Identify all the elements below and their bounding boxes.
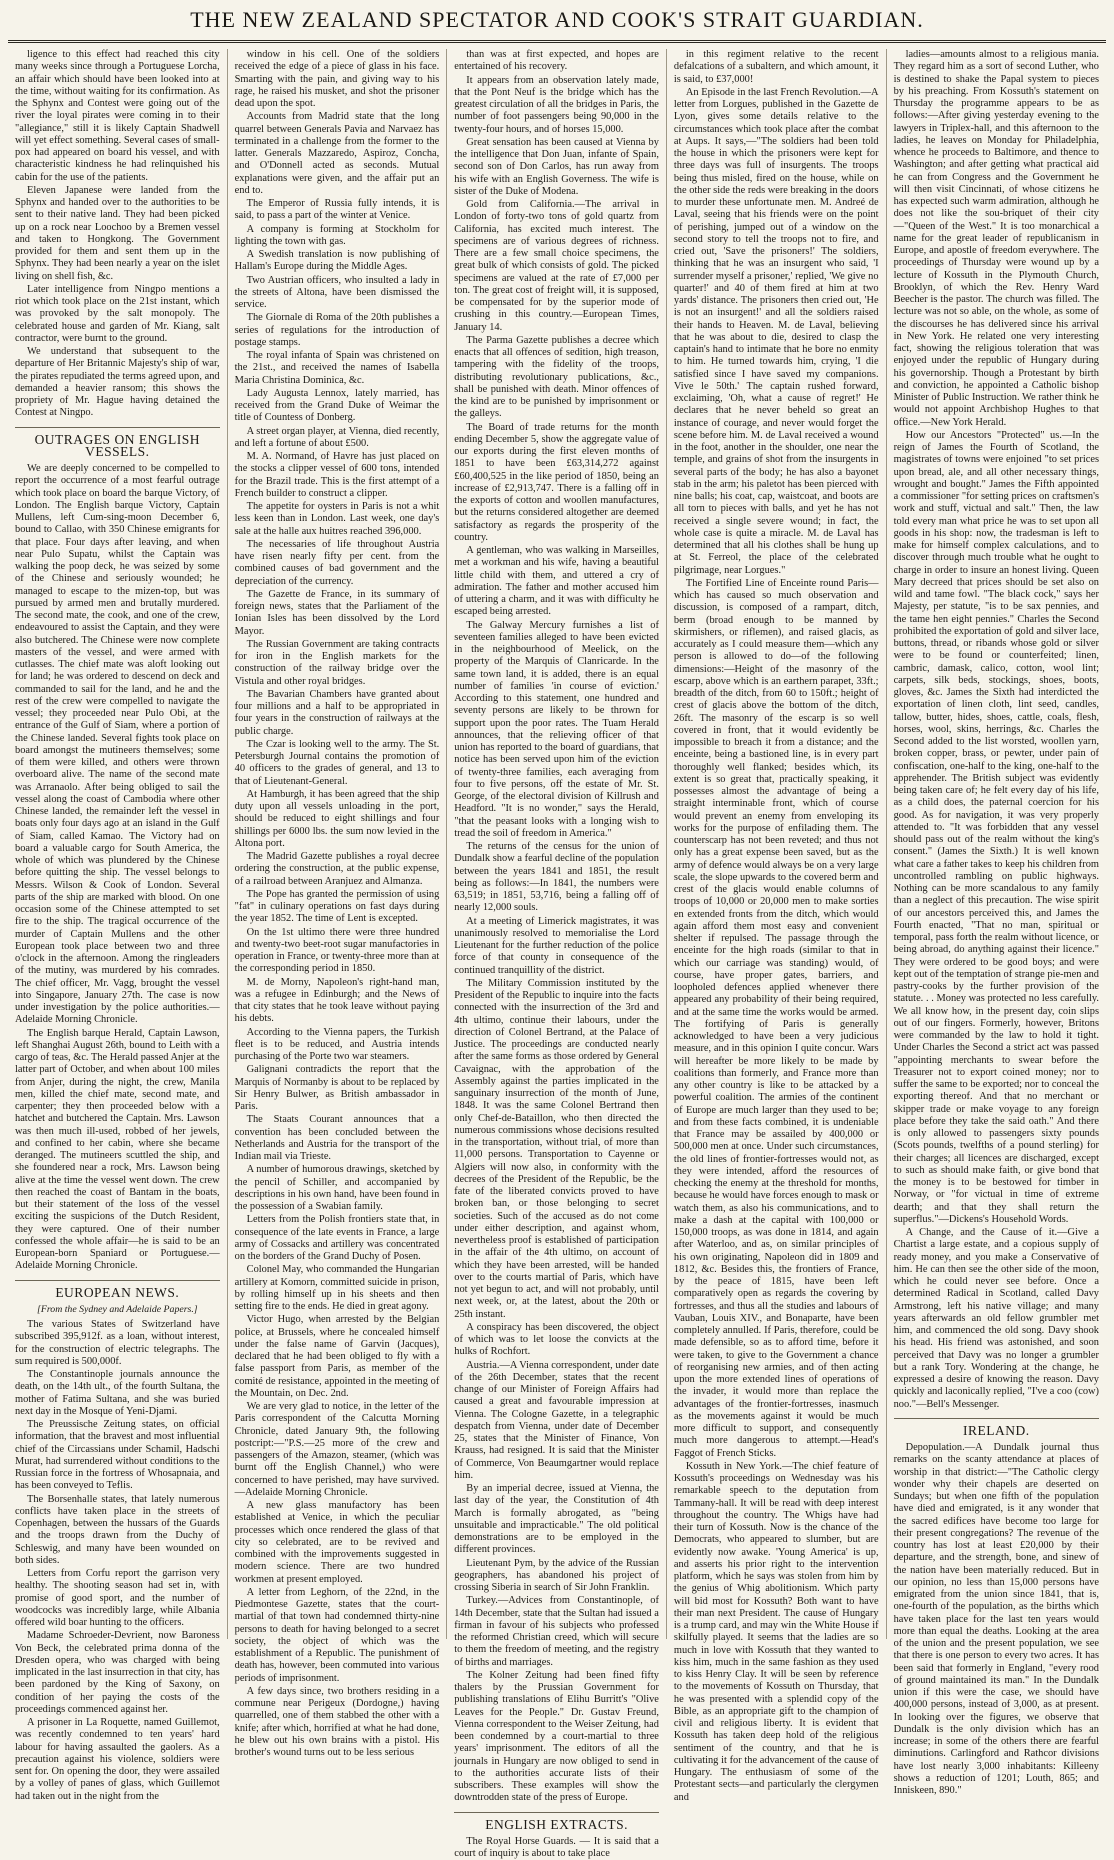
article-paragraph: A new glass manufactory has been established at Venice, in which the peculiar processes which once rendered the glass of that city so celebrated, are to be revived and combined with the improvements suggested in modern science. There are two hundred workmen at present employed. xyxy=(234,1500,440,1585)
article-paragraph: The royal infanta of Spain was christened on the 21st., and received the names of Isabella Maria Christina Dominica, &c. xyxy=(234,350,440,386)
article-paragraph: The Royal Horse Guards. — It is said that a court of inquiry is about to take place xyxy=(454,1835,659,1859)
article-paragraph: On the 1st ultimo there were three hundred and twenty-two beet-root sugar manufactories in operation in France, or twenty-three more than at the corresponding period in 1850. xyxy=(234,926,440,975)
article-paragraph: The English barque Herald, Captain Lawson, left Shanghai August 26th, bound to Leith with a cargo of teas, &c. The Herald passed Anjer at the latter part of October, and when about 100 miles from Anjer, during the night, the crew, Manila men, killed the chief mate, second mate, and carpenter; they then proceeded below with a hatchet and butchered the Captain. Mrs. Lawson was then much ill-used, robbed of her jewels, and confined to her cabin, where she became deranged. The mutineers scuttled the ship, and she foundered near a rock, Mrs. Lawson being alive at the time the vessel went down. The crew then reached the coast of Bantam in the boats, but their statement of the loss of the vessel exciting the suspicions of the Dutch Resident, they were captured. One of their number confessed the whole affair—he is said to be an European-born Spaniard or Portuguese.—Adelaide Morning Chronicle. xyxy=(15,1027,220,1272)
article-paragraph: The Parma Gazette publishes a decree which enacts that all offences of sedition, high treason, tampering with the fidelity of the troops, distributing revolutionary publications, &c., shall be punished with death. Minor offences of the kind are to be punished by imprisonment or the galleys. xyxy=(454,334,659,420)
article-paragraph: Colonel May, who commanded the Hungarian artillery at Komorn, committed suicide in prison, by rolling himself up in his sheets and then setting fire to the ends. He died in great agony. xyxy=(234,1264,440,1312)
article-paragraph: A Change, and the Cause of it.—Give a Chartist a large estate, and a copious supply of ready money, and you make a Conservative of him. He can then see the other side of the moon, which he could never see before. Once a determined Radical in Scotland, called Davy Armstrong, left his native village; and many years afterwards an old fellow grumbler met him, and commenced the old song. Davy shook his head. His friend was astonished, and soon perceived that Davy was no longer a grumbler but a rank Tory. Wondering at the change, he expressed a desire of knowing the reason. Davy quickly and laconically replied, "I've a coo (cow) noo."—Bell's Messenger. xyxy=(893,1227,1099,1410)
article-paragraph: The Preussische Zeitung states, on official information, that the bravest and most influential chief of the Circassians under Schamil, Hadschi Murat, had surrendered without conditions to the Russian force in the fortress of Whosapnaia, and has been conveyed to Teflis. xyxy=(15,1419,220,1492)
article-paragraph: We are very glad to notice, in the letter of the Paris correspondent of the Calcutta Morning Chronicle, dated January 9th, the following postcript:—"P.S.—25 more of the crew and passengers of the Amazon, steamer, (which was burnt off the English Channel,) who were concerned to have perished, may have survived.—Adelaide Morning Chronicle. xyxy=(234,1401,440,1498)
article-paragraph: in this regiment relative to the recent defalcations of a subaltern, and which amount, it is said, to £37,000! xyxy=(673,49,879,85)
article-paragraph: Letters from Corfu report the garrison very healthy. The shooting season had set in, with promise of good sport, and the number of woodcocks was incredibly large, while Albania offered wild boar hunting to the officers. xyxy=(15,1568,220,1628)
article-paragraph: The necessaries of life throughout Austria have risen nearly fifty per cent. from the combined causes of bad government and the depreciation of the currency. xyxy=(234,538,440,587)
article-paragraph: The returns of the census for the union of Dundalk show a fearful decline of the population between the years 1841 and 1851, the result being as follows:—In 1841, the numbers were 63,519; in 1851, 53,716, being a falling off of nearly 12,000 souls. xyxy=(454,841,659,914)
column-2 xyxy=(228,49,448,1758)
columns xyxy=(0,43,1114,1859)
masthead-title: THE NEW ZEALAND SPECTATOR AND COOK'S STRAIT GUARDIAN. xyxy=(8,0,1106,43)
article-paragraph: A Swedish translation is now publishing of Hallam's Europe during the Middle Ages. xyxy=(234,249,440,273)
article-paragraph: How our Ancestors "Protected" us.—In the reign of James the Fourth of Scotland, the magistrates of towns were enjoined "to set prices upon bread, ale, and all other necessary things, wrought and bought." James the Fifth appointed a commissioner "for setting prices on craftsmen's work and stuff, victual and salt." Then, the law told every man what price he was to set upon all goods in his shop: now, the tradesman is left to make for himself complex calculations, and to discover through much trouble what he ought to charge in order to insure an honest living. Queen Mary decreed that prices should be set also on wild and tame fowl. "The black cock," says her Majesty, per statute, "is to be sax pennies, and the tame hen eight pennies." Charles the Second prohibited the exportation of gold and silver lace, buttons, thread, or ribands whose gold or silver were to be found or counterfeited; linen, cambric, damask, calico, cotton, wool lint; carpets, silk beds, stockings, shoes, boots, gloves, &c. James the Sixth had interdicted the exportation of linen cloth, lint seed, candles, tallow, butter, hides, shoes, cattle, coals, flesh, horses, wool, skins, herrings, &c. Charles the Second added to the list worsted, woollen yarn, broken copper, brass, or pewter, under pain of confiscation, one-half to the king, one-half to the apprehender. The British subject was evidently being taken care of; he felt every day of his life, as a child does, the paternal coercion for his good. As for navigation, it was very properly attended to. "It was forbidden that any vessel should pass out of the realm without the king's consent." (James the Sixth.) It is well known what care a father takes to keep his children from uncontrolled rambling on public highways. Nothing can be more scandalous to any family than a neglect of this precaution. The wise spirit of our ancestors perceived this, and James the Fourth enacted, "That no man, spiritual or temporal, pass forth the realm without licence, or being abroad, do anything against their licence." They were ordered to be good boys; and were kept out of the temptation of strange pie-men and pastry-cooks by the further provision of the statute. . . Money was protected no less carefully. We all know how, in the present day, coin slips out of our fingers. Formerly, however, Britons were commanded by the law to hold it tight. Under Charles the Second a strict act was passed "appointing merchants to swear before the Treasurer not to export coined money; nor to suffer the same to be exported; nor to conceal the exporting thereof. And that no merchant or skipper trade or make voyage to any foreign place before they take the said oath." And there is only allowed to passengers sixty pounds (Scots pounds, twelfths of a pound sterling) for their charges; all licences are discharged, except to such as should make faith, or give bond that the money is to be bestowed for timber in Norway, or "for victual in time of extreme dearth; and that they shall return the superflus."—Dickens's Household Words. xyxy=(893,429,1100,1225)
article-paragraph: Later intelligence from Ningpo mentions a riot which took place on the 21st instant, which was provoked by the salt monopoly. The celebrated house and garden of Mr. Kiang, salt contractor, were burnt to the ground. xyxy=(15,283,220,344)
article-paragraph: The Bavarian Chambers have granted about four millions and a half to be appropriated in four years in the construction of railways at the public charge. xyxy=(234,688,440,737)
article-paragraph: Turkey.—Advices from Constantinople, of 14th December, state that the Sultan had issued a firman in favour of his subjects who professed the reformed Christian creed, which will secure to them the freedom of meeting, and the registry of births and marriages. xyxy=(454,1595,659,1668)
article-paragraph: The Constantinople journals announce the death, on the 14th ult., of the fourth Sultana, the mother of Fatima Sultana, and she was buried next day in the Mosque of Yeni-Djami. xyxy=(15,1369,220,1417)
article-paragraph: A conspiracy has been discovered, the object of which was to let loose the convicts at the hulks of Rochfort. xyxy=(454,1321,659,1358)
article-paragraph: M. A. Normand, of Havre has just placed on the stocks a clipper vessel of 600 tons, intended for the Brazil trade. This is the first attempt of a French builder to construct a clipper. xyxy=(234,451,440,499)
section-heading: IRELAND. xyxy=(894,1418,1099,1437)
article-paragraph: The Russian Government are taking contracts for iron in the English markets for the construction of the railway bridge over the Vistula and other royal bridges. xyxy=(234,638,440,687)
article-paragraph: than was at first expected, and hopes are entertained of his recovery. xyxy=(454,49,659,73)
article-paragraph: A street organ player, at Vienna, died recently, and left a fortune of about £500. xyxy=(234,425,440,449)
column-1 xyxy=(8,49,228,1802)
article-paragraph: window in his cell. One of the soldiers received the edge of a piece of glass in his face. Smarting with the pain, and giving way to his rage, he raised his musket, and shot the prisoner dead upon the spot. xyxy=(234,49,440,109)
article-paragraph: Lieutenant Pym, by the advice of the Russian geographers, has abandoned his project of crossing Siberia in search of Sir John Franklin. xyxy=(454,1557,659,1593)
article-paragraph: A number of humorous drawings, sketched by the pencil of Schiller, and accompanied by descriptions in his own hand, have been found in the possession of a Swabian family. xyxy=(234,1164,440,1212)
article-paragraph: M. de Morny, Napoleon's right-hand man, was a refugee in Edinburgh; and the News of that city states that he took leave without paying his debts. xyxy=(234,976,440,1025)
article-paragraph: Madame Schroeder-Devrient, now Baroness Von Beck, the celebrated prima donna of the Dresden opera, who was charged with being implicated in the last insurrection in that city, has been pardoned by the King of Saxony, on condition of her paying the costs of the proceedings commenced against her. xyxy=(15,1630,220,1715)
article-paragraph: The Emperor of Russia fully intends, it is said, to pass a part of the winter at Venice. xyxy=(234,198,440,222)
article-paragraph: Eleven Japanese were landed from the Sphynx and handed over to the authorities to be sent to their native land. They had been picked up on a rock near Loochoo by a Bremen vessel and taken to Hongkong. The Government provided for them and sent them up in the Sphynx. They had been nearly a year on the islet living on shell fish, &c. xyxy=(15,184,220,282)
source-note: [From the Sydney and Adelaide Papers.] xyxy=(37,1303,198,1315)
article-paragraph: It appears from an observation lately made, that the Pont Neuf is the bridge which has the greatest circulation of all the bridges in Paris, the number of foot passengers being 90,000 in the twenty-four hours, and of horses 15,000. xyxy=(454,74,659,135)
article-paragraph: A gentleman, who was walking in Marseilles, met a workman and his wife, having a beautiful little child with them, and uttered a cry of admiration. The father and mother accused him of uttering a charm, and it was with difficulty he escaped being arrested. xyxy=(454,545,659,618)
column-3 xyxy=(447,49,667,1859)
article-paragraph: At a meeting of Limerick magistrates, it was unanimously resolved to memorialise the Lord Lieutenant for the further reduction of the police force of that county in consequence of the continued tranquillity of the district. xyxy=(454,915,659,976)
article-paragraph: Two Austrian officers, who insulted a lady in the streets of Altona, have been dismissed the service. xyxy=(234,274,440,310)
article-paragraph: The Czar is looking well to the army. The St. Petersburgh Journal contains the promotion of 40 officers to the grades of general, and 13 to that of Lieutenant-General. xyxy=(234,738,440,787)
article-paragraph: The Galway Mercury furnishes a list of seventeen families alleged to have been evicted in the neighbourhood of Meelick, on the property of the Marquis of Clanricarde. In the same town land, it is added, there is an equal number of families 'in course of eviction.' According to this statement, one hundred and seventy persons are likely to be thrown for support upon the poor rates. The Tuam Herald announces, that the relieving officer of that union has reported to the board of guardians, that notice has been served upon him of the eviction of twenty-three families, each averaging from four to five persons, off the estate of Mr. St. George, of the electoral division of Killrush and Headford. "It is no wonder," says the Herald, "that the peasant looks with a longing wish to tread the soil of freedom in America." xyxy=(454,619,659,839)
article-paragraph: Austria.—A Vienna correspondent, under date of the 26th December, states that the recent change of our Minister of Foreign Affairs had caused a great and favourable impression at Vienna. The Cologne Gazette, in a telegraphic despatch from Vienna, under date of December 25, states that the Minister of Finance, Von Krauss, had resigned. It is said that the Minister of Commerce, Von Beaumgartner would replace him. xyxy=(454,1359,659,1481)
article-paragraph: ladies—amounts almost to a religious mania. They regard him as a sort of second Luther, who is destined to shake the Papal system to pieces by his preaching. From Kossuth's statement on Thursday the programme appears to be as follows:—After giving yesterday evening to the lawyers in Triplex-hall, and this afternoon to the ladies, he leaves on Monday for Philadelphia, whence he proceeds to Baltimore, and thence to Washington; and after getting what practical aid he can from Congress and the Government he will then visit Cincinnati, of whose citizens he has expected such warm admiration, although he does not like the sou-briquet of their city—"Queen of the West." It is too monarchical a name for the great leader of republicanism in Europe, and apostle of freedom everywhere. The proceedings of Thursday were wound up by a lecture of Kossuth in the Plymouth Church, Brooklyn, of which the Rev. Henry Ward Beecher is the pastor. The church was filled. The lecture was not so able, on the whole, as some of the discourses he has delivered since his arrival in New York. He related one very interesting fact, showing the religious toleration that was enjoyed under the republic of Hungary during his governorship. Though a Protestant by birth and conviction, he appointed a Catholic bishop Minister of Public Instruction. We rather think he would not appoint Archbishop Hughes to that office.—New York Herald. xyxy=(893,49,1099,428)
article-paragraph: We are deeply concerned to be compelled to report the occurrence of a most fearful outrage which took place on board the barque Victory, of London. The English barque Victory, Captain Mullens, left Cum-sing-moon December 6, bound to Callao, with 350 Chinese emigrants for that place. Four days after leaving, and when near Pulo Supatu, whilst the Captain was walking the poop deck, he was seized by some of the Chinese and seriously wounded; he managed to escape to the mizen-top, but was pursued by armed men and brutally murdered. The second mate, the cook, and one of the crew, endeavoured to assist the Captain, and they were also butchered. The Chinese were now complete masters of the vessel, and were armed with cutlasses. The chief mate was aloft looking out for land; he was ordered to descend on deck and commanded to sail for the land, and he and the rest of the crew were compelled to navigate the vessel; they proceeded near Pulo Obi, at the entrance of the Gulf of Siam, where a portion of the Chinese landed. Several fights took place on board amongst the mutineers themselves; some of them were killed, and others were thrown overboard alive. The name of the second mate was Arranaolo. After being obliged to sail the vessel along the coast of Cambodia where other Chinese landed, the remainder left the vessel in boats only four days ago at an island in the Gulf of Siam, called Kamao. The Victory had on board a valuable cargo for South America, the whole of which was plundered by the Chinese before quitting the ship. The vessel belongs to Messrs. Wilson & Cook of London. Several parts of the ship are marked with blood. On one occasion some of the Chinese attempted to set fire to the ship. The tragical occurrence of the murder of Captain Mullens and the other European took place between two and three o'clock in the afternoon. Among the ringleaders of the mutiny, was murdered by his comrades. The chief officer, Mr. Vagg, brought the vessel into Singapore, January 27th. The case is now under investigation by the police authorities.—Adelaide Morning Chronicle. xyxy=(15,463,220,1026)
article-paragraph: A prisoner in La Roquette, named Guillemot, was recently condemned to ten years' hard labour for having assaulted the gaolers. As a precaution against his violence, soldiers were sent for. On opening the door, they were assailed by a volley of panes of glass, which Guillemot had taken out in the night from the xyxy=(15,1717,220,1802)
article-paragraph: An Episode in the last French Revolution.—A letter from Lorgues, published in the Gazette de Lyon, gives some details relative to the circumstances which took place after the combat at Aups. It says,—"The soldiers had been told the house in which the prisoners were kept for three days was full of insurgents. The troops being thus misled, fired on the house, while on the other side the reds were breaking in the doors to murder these unfortunate men. M. Andreé de Laval, seeing that his friends were on the point of perishing, jumped out of a window on the second story to tell the troops not to fire, and cried out, 'Save the prisoners!' The soldiers, thinking that he was an insurgent who said, 'I surrender myself a prisoner,' replied, 'We give no quarter!' and 40 of them fired at him at two yards' distance. The prisoners then cried out, 'He is not an insurgent!' and all the soldiers raised their hands to Heaven. M. de Laval, believing that he was about to die, desired to clasp the captain's hand to intimate that he bore no enmity to him. He turned towards him, crying, 'I die satisfied since I have saved my companions. Vive le 50th.' The captain rushed forward, exclaiming, 'Oh, what a cause of regret!' He declares that he never beheld so great an instance of courage, and never would forget the scene before him. M. de Laval received a wound in the foot, another in the shoulder, one near the temple, and grains of shot from the insurgents in several parts of the body; he has also a bayonet stab in the arm; his paletot has been pierced with nine balls; his coat, cap, waistcoat, and boots are all torn to pieces with balls, and yet he has not received a single severe wound; in fact, the whole case is quite a miracle. M. de Laval has determined that all his clothes shall be hung up at St. Ferreol, the place of the celebrated pilgrimage, near Lorgues." xyxy=(673,86,879,576)
article-paragraph: A few days since, two brothers residing in a commune near Perigeux (Dordogne,) having quarrelled, one of them stabbed the other with a knife; after which, horrified at what he had done, he blew out his own brains with a pistol. His brother's wound turns out to be less serious xyxy=(234,1685,440,1758)
article-paragraph: The Gazette de France, in its summary of foreign news, states that the Parliament of the Ionian Isles has been dissolved by the Lord Mayor. xyxy=(234,588,440,637)
article-paragraph: The various States of Switzerland have subscribed 395,912f. as a loan, without interest, for the construction of electric telegraphs. The sum required is 500,000f. xyxy=(15,1319,220,1367)
article-paragraph: The Kolner Zeitung had been fined fifty thalers by the Prussian Government for publishing translations of Elihu Burritt's "Olive Leaves for the People." Dr. Gustav Freund, Vienna correspondent to the Weiser Zeitung, had been condemned by a court-martial to three years' imprisonment. The editors of all the journals in Hungary are now obliged to send in to the authorities accurate lists of their subscribers. These examples will show the downtrodden state of the press of Europe. xyxy=(454,1669,659,1804)
article-paragraph: Letters from the Polish frontiers state that, in consequence of the late events in France, a large army of Cossacks and artillery was concentrated on the borders of the Grand Duchy of Posen. xyxy=(234,1214,440,1262)
article-paragraph: The Staats Courant announces that a convention has been concluded between the Netherlands and Austria for the transport of the Indian mail via Trieste. xyxy=(234,1114,440,1162)
article-paragraph: The Giornale di Roma of the 20th publishes a series of regulations for the introduction of postage stamps. xyxy=(234,312,440,348)
article-paragraph: According to the Vienna papers, the Turkish fleet is to be reduced, and Austria intends purchasing of the Porte two war steamers. xyxy=(234,1026,440,1062)
article-paragraph: Depopulation.—A Dundalk journal thus remarks on the scanty attendance at places of worship in that district:—"The Catholic clergy wonder why their chapels are deserted on Sundays; but when one fifth of the population have died and emigrated, is it any wonder that the sacred edifices have become too large for their present congregations? The revenue of the country has lost at least £20,000 by their departure, and the strength, bone, and sinew of the nation have been materially reduced. But in our opinion, no less than 15,000 persons have emigrated from the union since 1841, that is, one-fourth of the population, as the births which have taken place for the last ten years would more than equal the deaths. Looking at the area of the union and the present population, we see that there is one person to every two acres. It has been said that formerly in England, "every rood of ground maintained its man." In the Dundalk union if this were the case, we should have 400,000 persons, instead of 3,000, as at present. In looking over the figures, we observe that Dundalk is the only division which has an increase; in some of the others there are fearful diminutions. Carlingford and Rathcor divisions have lost nearly 3,000 inhabitants: Killeeny shows a reduction of 1201; Louth, 865; and Inniskeen, 890." xyxy=(893,1442,1099,1796)
article-paragraph: The Military Commission instituted by the President of the Republic to inquire into the facts connected with the insurrection of the 3rd and 4th ultimo, continue their labours, under the direction of Colonel Bertrand, at the Palace of Justice. The proceedings are conducted nearly after the same forms as those ordered by General Cavaignac, with the approbation of the Assembly against the parties implicated in the sanguinary insurrection of the month of June, 1848. It was the same Colonel Bertrand then only Chef-de-Bataillon, who then directed the numerous commissions whose decisions resulted in the transportation, without trial, of more than 11,000 persons. Transportation to Cayenne or Algiers will now also, in conformity with the decrees of the President of the Republic, be the fate of the liberated convicts proved to have broken ban, or those belonging to secret societies. Such of the accused as do not come under either description, and against whom, nevertheless proof is established of participation in the affair of the 4th ultimo, on account of which they have been arrested, will be handed over to the courts martial of Paris, which have not yet begun to act, and will not probably, until next week, or, at the latest, about the 20th or 25th instant. xyxy=(454,977,659,1320)
article-paragraph: Kossuth in New York.—The chief feature of Kossuth's proceedings on Wednesday was his remarkable speech to the deputation from Tammany-hall. It will be read with deep interest throughout the country. The Whigs have had their turn of Kossuth. Now is the chance of the Democrats, who appeared to slumber, but are evidently now awake. 'Young America' is up, and asserts his prior right to the intervention platform, which he says was stolen from him by the genius of Whig abolitionism. Which party will bid most for Kossuth? Both want to have their man next President. The cause of Hungary is a trump card, and may win the White House if skilfully played. It seems that the ladies are so much in love with Kossuth that they wanted to kiss him, much in the same fashion as they used to kiss Henry Clay. It will be seen by reference to the movements of Kossuth on Thursday, that he was presented with a splendid copy of the Bible, as an appropriate gift to the champion of civil and religious liberty. It is evident that Kossuth has taken deep hold of the religious sentiment of the country, and that he is cultivating it for the advancement of the cause of Hungary. The enthusiasm of some of the Protestant sects—and particularly the clergymen and xyxy=(673,1460,879,1803)
article-paragraph: The Board of trade returns for the month ending December 5, show the aggregate value of our exports during the first eleven months of 1851 to have been £63,314,272 against £60,400,525 in the like period of 1850, being an increase of £2,913,747. There is a falling off in the exports of cotton and woollen manufactures, but the returns considered altogether are deemed satisfactory as regards the prosperity of the country. xyxy=(454,421,659,543)
article-paragraph: Accounts from Madrid state that the long quarrel between Generals Pavia and Narvaez has terminated in a challenge from the former to the latter. Generals Mazzaredo, Aspiroz, Concha, and O'Donnell acted as seconds. Mutual explanations were given, and the affair put an end to. xyxy=(234,111,440,196)
article-paragraph: We understand that subsequent to the departure of Her Britannic Majesty's ship of war, the pirates repudiated the terms agreed upon, and demanded a heavier ransom; this shows the propriety of Mr. Hague having detained the Contest at Ningpo. xyxy=(15,346,220,419)
section-heading: ENGLISH EXTRACTS. xyxy=(454,1812,659,1831)
article-paragraph: The Madrid Gazette publishes a royal decree ordering the construction, at the public expense, of a railroad between Aranjuez and Almanza. xyxy=(234,851,440,887)
article-paragraph: The Pope has granted the permission of using "fat" in culinary operations on fast days during the year 1852. The time of Lent is excepted. xyxy=(234,888,440,925)
article-paragraph: Galignani contradicts the report that the Marquis of Normanby is about to be replaced by Sir Henry Bulwer, as British ambassador in Paris. xyxy=(234,1064,440,1112)
article-paragraph: Great sensation has been caused at Vienna by the intelligence that Don Juan, infante of Spain, second son of Don Carlos, has run away from his wife with an English Governess. The wife is sister of the Duke of Modena. xyxy=(454,136,659,197)
article-paragraph: A letter from Leghorn, of the 22nd, in the Piedmontese Gazette, states that the court-martial of that town had condemned thirty-nine persons to death for having belonged to a secret society, the object of which was the establishment of a Republic. The punishment of death has, however, been commuted into various periods of imprisonment. xyxy=(234,1586,440,1684)
section-heading: OUTRAGES ON ENGLISH VESSELS. xyxy=(15,427,220,459)
article-paragraph: ligence to this effect had reached this city many weeks since through a Portuguese Lorcha, an affair which should have been looked into at the time, without waiting for its confirmation. As the Sphynx and Contest were going out of the river the loyal pirates were coming in to their "allegiance," still it is likely Captain Shadwell will yet effect something. Several cases of small-pox had appeared on board his vessel, and with characteristic kindness he had relinquished his cabin for the use of the patients. xyxy=(15,49,220,183)
article-paragraph: Gold from California.—The arrival in London of forty-two tons of gold quartz from California, has excited much interest. The specimens are of various degrees of richness. There are a few small choice specimens, the great bulk of which consists of gold. The picked specimens are valued at the rate of £7,000 per ton. The great cost of freight will, it is supposed, be compensated for by the superior mode of crushing in this country.—European Times, January 14. xyxy=(454,199,659,333)
article-paragraph: The Borsenhalle states, that lately numerous conflicts have taken place in the streets of Copenhagen, between the hussars of the Guards and the troops drawn from the Duchy of Schleswig, and many have been wounded on both sides. xyxy=(15,1493,220,1566)
article-paragraph: Victor Hugo, when arrested by the Belgian police, at Brussels, where he concealed himself under the false name of Garvin (Jacques), declared that he had been obliged to fly with a false passport from Paris, as member of the comité de resistance, appointed in the meeting of the Mountain, on Dec. 2nd. xyxy=(234,1314,440,1399)
article-paragraph: By an imperial decree, issued at Vienna, the last day of the year, the Constitution of 4th March is formally abrogated, as "being unsuitable and impracticable." The old political demonstrations are to be employed in the different provinces. xyxy=(454,1483,659,1556)
article-paragraph: A company is forming at Stockholm for lighting the town with gas. xyxy=(234,223,440,247)
article-paragraph: Lady Augusta Lennox, lately married, has received from the Grand Duke of Weimar the title of Countess of Donberg. xyxy=(234,387,440,424)
section-heading: EUROPEAN NEWS. xyxy=(15,1280,220,1299)
article-paragraph: The appetite for oysters in Paris is not a whit less keen than in London. Last week, one day's sale at the halle aux huitres reached 396,000. xyxy=(234,501,440,537)
article-paragraph: The Fortified Line of Enceinte round Paris—which has caused so much observation and discussion, is composed of a rampart, ditch, berm (broad enough to be manned by skirmishers, or riflemen), and raised glacis, as accurately as I could measure them—which any person is allowed to do—of the following dimensions:—Height of the masonry of the escarp, above which is an earthern parapet, 33ft.; breadth of the ditch, from 60 to 150ft.; height of crest of glacis above the bottom of the ditch, 26ft. The masonry of the escarp is so well covered in front, that it would evidently be impossible to breach it from a distance; and the enceinte, being a bastioned line, is in every part thoroughly well flanked; besides which, its extent is so great that, practically speaking, it possesses almost the advantage of being a straight interminable front, which of course would prevent an enemy from enveloping its works for the purpose of enfilading them. The counterscarp has not been reveted; and thus not only has a great expense been saved, but as the army of defence would always be on a very large scale, the slope upwards to the covered berm and crest of the glacis would enable columns of troops of 10,000 or 20,000 men to make sorties en extended fronts from the ditch, which would again afford them most easy and convenient shelter if repulsed. The passage through the enceinte for the high roads (similar to that in which our carriage was standing) would, of course, have proper gates, barriers, and loopholed defences applied whenever there appeared any probability of their being required, and at the same time the works would be armed. The fortifying of Paris is generally acknowledged to have been a very judicious measure, and in this opinion I quite concur. Wars will hereafter be more likely to be made by coalitions than formerly, and France more than any other country is like to be attacked by a powerful coalition. The armies of the continent of Europe are much larger than they used to be; and from these facts combined, it is undeniable that France may be assailed by 400,000 or 500,000 men at once. Under such circumstances, the old lines of frontier-fortresses would not, as they were intended, afford the resources of checking the enemy at the threshold for months, because he would have forces enough to mask or watch them, as also his communications, and to make a dash at the capital with 100,000 or 150,000 troops, as was done in 1814, and again after Waterloo, and as, on similar principles of his own originating, Napoleon did in 1809 and 1812, &c. Besides this, the frontiers of France, by the peace of 1815, have been left comparatively open as regards the covering by fortresses, and thus all the studies and labours of Vauban, Louis XIV., and Bonaparte, have been completely annulled. If Paris, therefore, could be made defensible, so as to afford time, before it were taken, to give to the Government a chance of reorganising new armies, and of then acting upon the more extended lines of operations of the invader, it would more than replace the advantages of the frontier-fortresses, inasmuch as the movements against it would be much more difficult to support, and consequently much more dangerous to attempt.—Head's Faggot of French Sticks. xyxy=(673,577,879,1459)
column-5 xyxy=(887,49,1106,1796)
article-paragraph: At Hamburgh, it has been agreed that the ship duty upon all vessels unloading in the port, should be reduced to eight shillings and four shillings per 6000 lbs. the sum now levied in the Altona port. xyxy=(234,788,440,849)
column-4 xyxy=(667,49,887,1803)
